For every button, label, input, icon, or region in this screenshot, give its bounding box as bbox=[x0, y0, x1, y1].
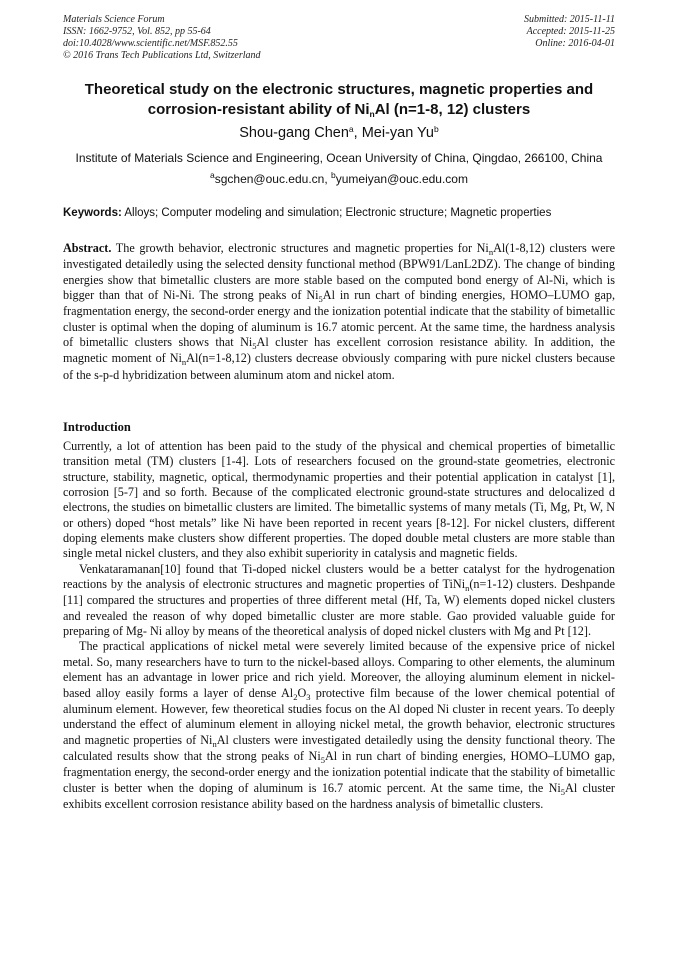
abstract-paragraph bbox=[63, 241, 615, 383]
email-link[interactable]: yumeiyan@ouc.edu.com bbox=[335, 172, 468, 186]
text-run: Al in run chart of binding energies, HOMO–LUMO gap, fragmentation energy, the second-order energy and the ionization potential indicate that the stability of bimetallic cluster is better when the doping of aluminum is 16.7 atomic percent. At the same time, the Ni bbox=[63, 748, 615, 795]
subscript: 5 bbox=[560, 786, 566, 797]
section-heading: Introduction bbox=[63, 420, 131, 434]
subscript: 5 bbox=[320, 754, 325, 765]
subscript: n bbox=[465, 583, 470, 594]
author-name: Shou-gang Chen bbox=[239, 125, 349, 141]
subscript: n bbox=[488, 247, 494, 257]
paper-title bbox=[40, 80, 638, 121]
online-date: Online: 2016-04-01 bbox=[535, 38, 615, 49]
text-run: The practical applications of nickel metal were severely limited because of the expensive price of nickel metal. So, many researchers have to turn to the nickel-based alloys. Comparing to other elements, the aluminum element has an advantage in lower price and rich yield. Moreover, the alloying aluminum element in nickel-based alloy easily forms a layer of dense Al bbox=[63, 639, 615, 700]
text-run: Al cluster has excellent corrosion resistance ability. In addition, the magnetic moment of Ni bbox=[63, 335, 615, 366]
subscript: n bbox=[181, 357, 187, 368]
doi-line: doi:10.4028/www.scientific.net/MSF.852.55 bbox=[63, 38, 238, 49]
text-run: (n=1-12) clusters. Deshpande [11] compared the structures and properties of three different metal (Hf, Ta, W) elements doped nickel clusters and revealed the reason of why doped bimetallic cluster are more stable. Gao provided valuable guide for preparing of Mg- Ni alloy by means of the theoretical analysis of doped nickel clusters with Mg and Pt [12]. bbox=[63, 577, 615, 639]
text-run: Al(1-8,12) clusters were investigated detailedly using the selected density functional method (BPW91/LanL2DZ). The change of binding energies show that bimetallic clusters are more stable based on the computed bond energy of Al-Ni, which is bigger than that of Ni-Ni. The strong peaks of Ni bbox=[63, 241, 615, 303]
copyright-line: © 2016 Trans Tech Publications Ltd, Switzerland bbox=[63, 50, 261, 61]
paragraph: Currently, a lot of attention has been paid to the study of the physical and chemical properties of bimetallic transition metal (TM) clusters [1-4]. Lots of researchers focused on the ground-state geometries, electronic structure, stability, magnetic, optical, thermodynamic properties and their potential application in catalyst [1], corrosion [5-7] and so forth. Because of the complicated electronic ground-state structures and delocalized d electrons, the studies on bimetallic clusters are limited. The bimetallic systems of many metals (Ti, Mg, Pt, W, N or others) doped “host metals” like Ni have been reported in recent years [8-12]. For nickel clusters, different doping elements make clusters show different properties. The doped double metal clusters are more stable than single metal nickel clusters, and they also exhibit superiority in catalysis and magnetic fields. bbox=[63, 439, 615, 561]
subscript: 2 bbox=[293, 691, 298, 702]
abstract bbox=[63, 241, 615, 383]
text-run: protective film because of the lower chemical potential of aluminum element. However, few theoretical studies focus on the Al doped Ni cluster in recent years. To deeply understand the effect of aluminum element in alloying nickel metal, the growth behavior, electronic structures and magnetic properties of Ni bbox=[63, 685, 615, 747]
author-name: Mei-yan Yu bbox=[361, 125, 434, 141]
text-run: The growth behavior, electronic structures and magnetic properties for Ni bbox=[111, 241, 489, 255]
email-sup: a bbox=[210, 170, 215, 180]
keywords bbox=[63, 206, 615, 221]
affiliation: Institute of Materials Science and Engineering, Ocean University of China, Qingdao, 266100, China bbox=[75, 151, 603, 165]
accepted-date: Accepted: 2015-11-25 bbox=[526, 26, 615, 37]
journal-header bbox=[63, 14, 261, 62]
title-line-2 bbox=[40, 100, 638, 121]
journal-name: Materials Science Forum bbox=[63, 14, 165, 25]
author-sep: , bbox=[353, 125, 362, 141]
text-run: Al cluster exhibits excellent corrosion resistance ability based on the hardness analysis of bimetallic clusters. bbox=[63, 780, 615, 811]
text-run: O bbox=[297, 685, 307, 700]
subscript: 5 bbox=[252, 341, 257, 352]
abstract-label: Abstract. bbox=[63, 241, 112, 255]
paragraph bbox=[63, 639, 615, 812]
author-sup: a bbox=[348, 124, 354, 134]
keywords-text: Alloys; Computer modeling and simulation; Electronic structure; Magnetic properties bbox=[121, 207, 552, 219]
text-run: Venkataramanan[10] found that Ti-doped nickel clusters would be a better catalyst for the hydrogenation reactions by the analysis of electronic structures and magnetic properties of TiNi bbox=[63, 561, 615, 592]
email-sup: b bbox=[331, 170, 336, 180]
title-line-1: Theoretical study on the electronic structures, magnetic properties and bbox=[84, 81, 594, 98]
author-sup: b bbox=[434, 124, 439, 134]
issn-line: ISSN: 1662-9752, Vol. 852, pp 55-64 bbox=[63, 26, 211, 37]
text-run: Al(n=1-8,12) clusters decrease obviously comparing with pure nickel clusters because of the s-p-d hybridization between aluminum atom and nickel atom. bbox=[63, 351, 615, 382]
introduction-body bbox=[63, 439, 615, 812]
email-link[interactable]: sgchen@ouc.edu.cn, bbox=[214, 172, 331, 186]
dates-header bbox=[524, 14, 615, 50]
text-run: Al in run chart of binding energies, HOMO–LUMO gap, fragmentation energy, the second-order energy and the ionization potential indicate that the stability of bimetallic cluster is optimal when the doping of aluminum is 16.7 atomic percent. At the same time, the hardness analysis of bimetallic clusters shows that Ni bbox=[63, 288, 616, 350]
subscript: 5 bbox=[318, 294, 323, 305]
submitted-date: Submitted: 2015-11-11 bbox=[523, 14, 615, 25]
subscript: 3 bbox=[306, 691, 311, 702]
subscript: n bbox=[212, 738, 217, 749]
title-text: corrosion-resistant ability of Ni bbox=[147, 101, 370, 118]
keywords-label: Keywords: bbox=[63, 207, 122, 219]
title-text: Al (n=1-8, 12) clusters bbox=[374, 101, 531, 118]
author-emails bbox=[40, 171, 638, 188]
title-subscript: n bbox=[369, 109, 375, 119]
paragraph bbox=[63, 562, 615, 640]
text-run: Al clusters were investigated detailedly using the density functional theory. The calculated results show that the strong peaks of Ni bbox=[63, 732, 615, 763]
authors bbox=[40, 124, 638, 143]
